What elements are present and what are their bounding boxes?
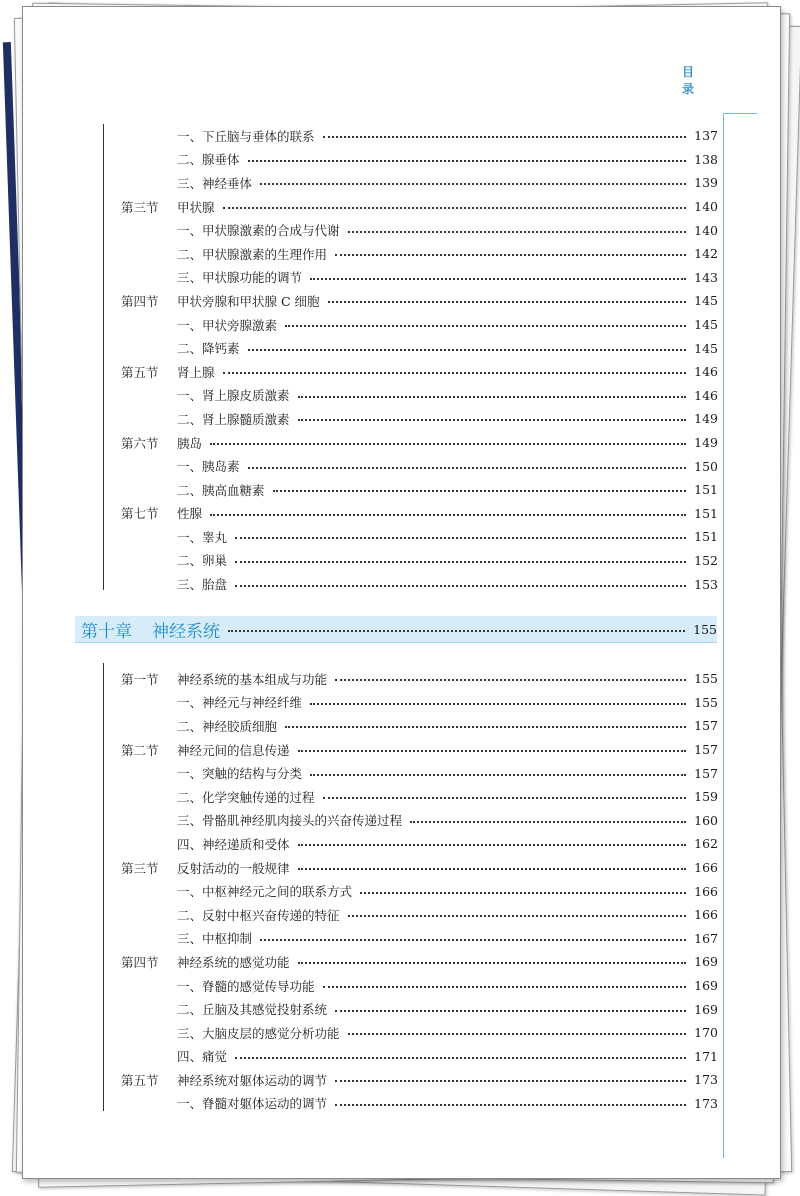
toc-entry-row[interactable]: [121, 809, 718, 833]
chapter-number: 第十章: [81, 621, 132, 641]
dot-leader: [310, 277, 686, 280]
toc-entry-row[interactable]: [121, 1092, 718, 1116]
section-number: 第一节: [121, 671, 159, 687]
entry-title: 三、中枢抑制: [177, 931, 253, 947]
dot-leader: [248, 348, 686, 351]
margin-rule-hook: [723, 113, 757, 114]
toc-entry-row[interactable]: [121, 879, 718, 903]
toc-entry-row[interactable]: [121, 336, 718, 360]
entry-title: 反射活动的一般规律: [177, 860, 290, 876]
dot-leader: [235, 536, 686, 539]
dot-leader: [335, 1009, 686, 1012]
entry-title: 二、降钙素: [177, 341, 240, 357]
toc-section-row[interactable]: [121, 856, 718, 880]
dot-leader: [328, 300, 686, 303]
section-number: 第七节: [121, 506, 159, 522]
toc-section-row[interactable]: [121, 289, 718, 313]
entry-title: 一、脊髓对躯体运动的调节: [177, 1096, 328, 1112]
page-number: 152: [694, 552, 718, 568]
dot-leader: [210, 513, 686, 516]
entry-title: 二、化学突触传递的过程: [177, 789, 315, 805]
page-number: 155: [694, 694, 718, 710]
dot-leader: [360, 891, 686, 894]
page-number: 142: [694, 246, 718, 262]
toc-entry-row[interactable]: [121, 997, 718, 1021]
entry-title: 三、胎盘: [177, 577, 228, 593]
entry-title: 甲状旁腺和甲状腺 C 细胞: [177, 293, 320, 309]
chapter-heading[interactable]: [75, 616, 717, 643]
entry-title: 一、睾丸: [177, 529, 228, 545]
page-number: 159: [694, 789, 718, 805]
entry-title: 二、丘脑及其感觉投射系统: [177, 1002, 328, 1018]
dot-leader: [335, 253, 686, 256]
entry-title: 性腺: [177, 506, 203, 522]
entry-title: 二、甲状腺激素的生理作用: [177, 246, 328, 262]
page-number: 151: [694, 482, 718, 498]
margin-rule: [723, 113, 724, 1158]
dot-leader: [323, 985, 686, 988]
toc-entry-row[interactable]: [121, 1021, 718, 1045]
dot-leader: [273, 489, 686, 492]
section-number: 第二节: [121, 742, 159, 758]
dot-leader: [210, 442, 686, 445]
dot-leader: [235, 1056, 686, 1059]
page-number: 145: [694, 293, 718, 309]
page-number: 139: [694, 175, 718, 191]
dot-leader: [285, 725, 686, 728]
page-number: 146: [694, 364, 718, 380]
toc-entry-row[interactable]: [121, 407, 718, 431]
entry-title: 一、甲状旁腺激素: [177, 317, 278, 333]
section-number: 第五节: [121, 1072, 159, 1088]
toc-list-endocrine: [121, 124, 718, 596]
dot-leader: [248, 466, 686, 469]
toc-entry-row[interactable]: [121, 454, 718, 478]
dot-leader: [348, 914, 686, 917]
toc-entry-row[interactable]: [121, 171, 718, 195]
dot-leader: [310, 773, 686, 776]
dot-leader: [235, 584, 686, 587]
page-number: 170: [694, 1025, 718, 1041]
entry-title: 肾上腺: [177, 364, 215, 380]
entry-title: 二、卵巢: [177, 553, 228, 569]
toc-entry-row[interactable]: [121, 974, 718, 998]
entry-title: 神经系统对躯体运动的调节: [177, 1072, 328, 1088]
page-number: 140: [694, 199, 718, 215]
entry-title: 一、突触的结构与分类: [177, 766, 303, 782]
toc-entry-row[interactable]: [121, 1045, 718, 1069]
page-number: 149: [694, 435, 718, 451]
toc-entry-row[interactable]: [121, 832, 718, 856]
page-number: 155: [694, 671, 718, 687]
entry-title: 二、反射中枢兴奋传递的特征: [177, 907, 340, 923]
dot-leader: [335, 1103, 686, 1106]
page-number: 145: [694, 317, 718, 333]
dot-leader: [310, 702, 686, 705]
section-number: 第三节: [121, 860, 159, 876]
dot-leader: [248, 159, 686, 162]
toc-section-row[interactable]: [121, 360, 718, 384]
page-number: 146: [694, 387, 718, 403]
page-number: 169: [694, 954, 718, 970]
page-number: 160: [694, 812, 718, 828]
section-bracket: [103, 124, 104, 590]
toc-entry-row[interactable]: [121, 384, 718, 408]
entry-title: 二、胰高血糖素: [177, 482, 265, 498]
entry-title: 三、骨骼肌神经肌肉接头的兴奋传递过程: [177, 813, 403, 829]
page-number: 169: [694, 1001, 718, 1017]
toc-section-row[interactable]: [121, 738, 718, 762]
dot-leader: [335, 678, 686, 681]
page-number: 171: [694, 1048, 718, 1064]
dot-leader: [223, 206, 686, 209]
toc-entry-row[interactable]: [121, 124, 718, 148]
dot-leader: [235, 560, 686, 563]
page-number: 157: [694, 765, 718, 781]
toc-section-row[interactable]: [121, 667, 718, 691]
entry-title: 甲状腺: [177, 199, 215, 215]
dot-leader: [260, 182, 686, 185]
entry-title: 四、神经递质和受体: [177, 836, 290, 852]
dot-leader: [335, 1079, 686, 1082]
page-number: 167: [694, 930, 718, 946]
dot-leader: [410, 820, 686, 823]
toc-entry-row[interactable]: [121, 549, 718, 573]
entry-title: 三、神经垂体: [177, 175, 253, 191]
toc-entry-row[interactable]: [121, 242, 718, 266]
section-number: 第四节: [121, 293, 159, 309]
section-number: 第六节: [121, 435, 159, 451]
entry-title: 一、脊髓的感觉传导功能: [177, 978, 315, 994]
dot-leader: [323, 796, 686, 799]
entry-title: 一、神经元与神经纤维: [177, 695, 303, 711]
entry-title: 四、痛觉: [177, 1049, 228, 1065]
page-number: 151: [694, 505, 718, 521]
entry-title: 一、下丘脑与垂体的联系: [177, 128, 315, 144]
toc-entry-row[interactable]: [121, 903, 718, 927]
entry-title: 三、大脑皮层的感觉分析功能: [177, 1025, 340, 1041]
page-number: 143: [694, 269, 718, 285]
dot-leader: [323, 135, 686, 138]
page-number: 166: [694, 907, 718, 923]
entry-title: 一、中枢神经元之间的联系方式: [177, 884, 353, 900]
section-number: 第三节: [121, 199, 159, 215]
toc-entry-row[interactable]: [121, 785, 718, 809]
dot-leader: [285, 324, 686, 327]
entry-title: 二、肾上腺髓质激素: [177, 411, 290, 427]
section-number: 第四节: [121, 954, 159, 970]
entry-title: 二、腺垂体: [177, 152, 240, 168]
entry-title: 一、肾上腺皮质激素: [177, 388, 290, 404]
page-number: 157: [694, 742, 718, 758]
entry-title: 三、甲状腺功能的调节: [177, 270, 303, 286]
dot-leader: [298, 867, 686, 870]
dot-leader: [223, 371, 686, 374]
page-number: 138: [694, 151, 718, 167]
dot-leader: [298, 843, 686, 846]
page-number: 145: [694, 340, 718, 356]
chapter-page-number: 155: [693, 621, 717, 637]
page-number: 166: [694, 860, 718, 876]
toc-section-row[interactable]: [121, 1068, 718, 1092]
toc-entry-row[interactable]: [121, 761, 718, 785]
page-number: 173: [694, 1095, 718, 1111]
toc-entry-row[interactable]: [121, 927, 718, 951]
entry-title: 一、甲状腺激素的合成与代谢: [177, 223, 340, 239]
entry-title: 神经元间的信息传递: [177, 742, 290, 758]
toc-entry-row[interactable]: [121, 714, 718, 738]
dot-leader: [348, 1032, 686, 1035]
entry-title: 神经系统的基本组成与功能: [177, 671, 328, 687]
toc-entry-row[interactable]: [121, 218, 718, 242]
toc-entry-row[interactable]: [121, 313, 718, 337]
toc-entry-row[interactable]: [121, 148, 718, 172]
toc-list-nervous-system: [121, 667, 718, 1115]
entry-title: 二、神经胶质细胞: [177, 718, 278, 734]
dot-leader: [298, 749, 686, 752]
section-number: 第五节: [121, 364, 159, 380]
page-number: 162: [694, 836, 718, 852]
page-number: 173: [694, 1072, 718, 1088]
toc-entry-row[interactable]: [121, 691, 718, 715]
page-number: 153: [694, 576, 718, 592]
toc-section-row[interactable]: [121, 502, 718, 526]
page-number: 169: [694, 978, 718, 994]
dot-leader: [260, 938, 686, 941]
page-number: 137: [694, 128, 718, 144]
dot-leader: [228, 630, 685, 632]
toc-section-row[interactable]: [121, 195, 718, 219]
toc-section-row[interactable]: [121, 950, 718, 974]
dot-leader: [298, 395, 686, 398]
toc-page: [22, 6, 781, 1179]
page-number: 166: [694, 883, 718, 899]
page-header-label: 目 录: [682, 65, 701, 96]
entry-title: 神经系统的感觉功能: [177, 954, 290, 970]
page-number: 151: [694, 529, 718, 545]
page-number: 140: [694, 222, 718, 238]
toc-entry-row[interactable]: [121, 478, 718, 502]
page-number: 149: [694, 411, 718, 427]
toc-section-row[interactable]: [121, 431, 718, 455]
toc-entry-row[interactable]: [121, 525, 718, 549]
chapter-title: 神经系统: [152, 621, 220, 641]
dot-leader: [298, 961, 686, 964]
dot-leader: [298, 418, 686, 421]
entry-title: 一、胰岛素: [177, 459, 240, 475]
dot-leader: [348, 230, 686, 233]
entry-title: 胰岛: [177, 435, 203, 451]
section-bracket: [103, 663, 104, 1111]
toc-entry-row[interactable]: [121, 572, 718, 596]
page-number: 157: [694, 718, 718, 734]
page-number: 150: [694, 458, 718, 474]
toc-entry-row[interactable]: [121, 266, 718, 290]
